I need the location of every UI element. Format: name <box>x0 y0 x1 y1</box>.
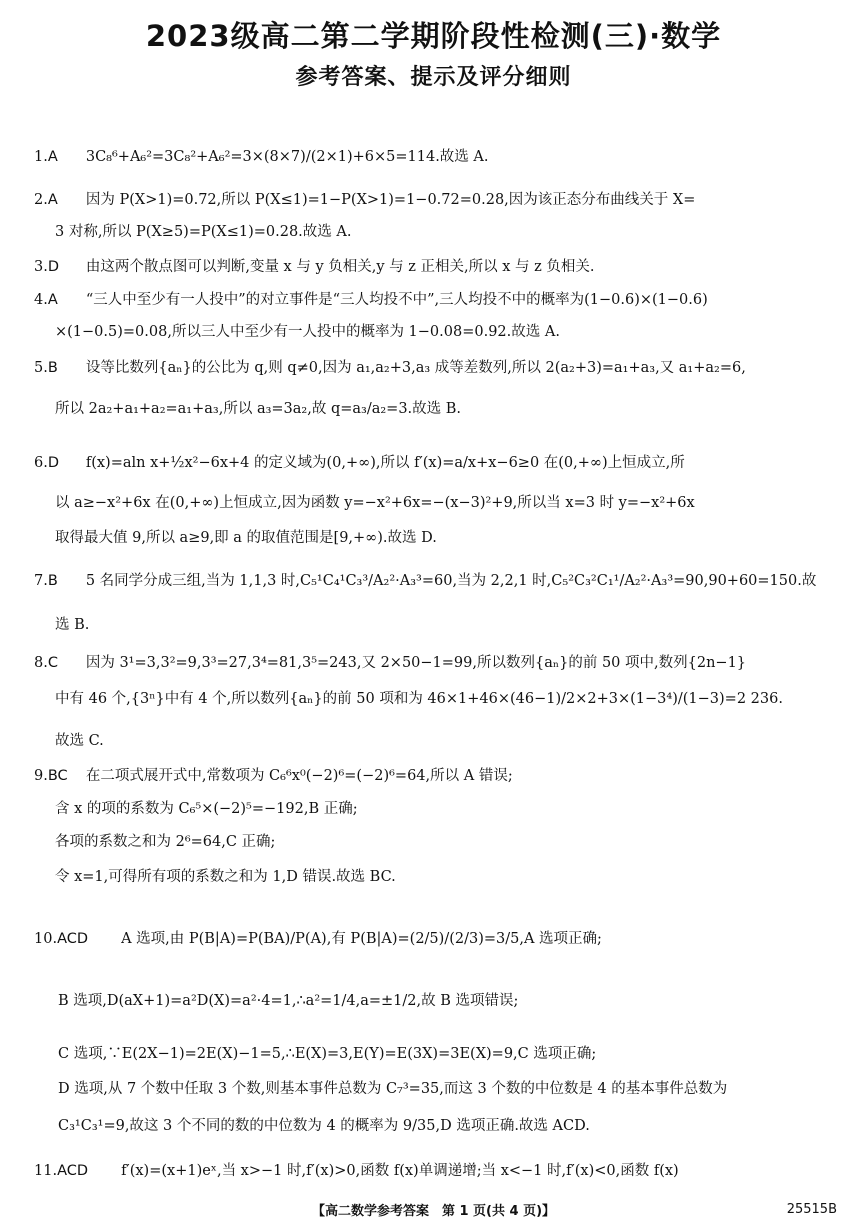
answer-choice: A <box>47 292 58 308</box>
answer-text: A 选项,由 P(B|A)=P(BA)/P(A),有 P(B|A)=(2/5)/(2/3)=3/5,A 选项正确; <box>121 931 602 947</box>
answer-line <box>55 614 835 636</box>
answer-text: “三人中至少有一人投中”的对立事件是“三人均投不中”,三人均投不中的概率为(1−0.6)×(1−0.6) <box>85 292 708 308</box>
answer-line <box>58 1078 838 1100</box>
answer-text: D 选项,从 7 个数中任取 3 个数,则基本事件总数为 C₇³=35,而这 3 个数的中位数是 4 的基本事件总数为 <box>58 1081 728 1097</box>
answer-text: 含 x 的项的系数为 C₆⁵×(−2)⁵=−192,B 正确; <box>55 801 358 817</box>
answer-choice: A <box>47 149 58 165</box>
answer-text: 所以 2a₂+a₁+a₂=a₁+a₃,所以 a₃=3a₂,故 q=a₃/a₂=3.故选 B. <box>55 401 462 417</box>
answer-item <box>34 452 835 474</box>
answer-text: f(x)=aln x+½x²−6x+4 的定义域为(0,+∞),所以 f′(x)=a/x+x−6≥0 在(0,+∞)上恒成立,所 <box>85 455 685 471</box>
answer-line <box>55 688 835 710</box>
answer-text: 取得最大值 9,所以 a≥9,即 a 的取值范围是[9,+∞).故选 D. <box>55 530 437 546</box>
answer-text: 中有 46 个,{3ⁿ}中有 4 个,所以数列{aₙ}的前 50 项和为 46×1+46×(46−1)/2×2+3×(1−3⁴)/(1−3)=2 236. <box>55 691 783 707</box>
answer-item <box>34 189 835 211</box>
answer-text: B 选项,D(aX+1)=a²D(X)=a²·4=1,∴a²=1/4,a=±1/2,故 B 选项错误; <box>58 993 519 1009</box>
answer-line <box>55 221 835 243</box>
page-title: 2023级高二第二学期阶段性检测(三)·数学 <box>145 19 722 53</box>
answer-item <box>34 357 835 379</box>
answer-line <box>58 1115 838 1137</box>
answer-choice: A <box>47 192 58 208</box>
answer-line <box>55 730 835 752</box>
answer-item <box>34 146 835 168</box>
answer-text: 因为 P(X>1)=0.72,所以 P(X≤1)=1−P(X>1)=1−0.72=0.28,因为该正态分布曲线关于 X= <box>85 192 696 208</box>
answer-line <box>55 831 835 853</box>
answer-choice: ACD <box>57 931 89 947</box>
answer-number: 2. <box>34 192 48 208</box>
answer-number: 3. <box>34 259 48 275</box>
answer-text: C 选项,∵E(2X−1)=2E(X)−1=5,∴E(X)=3,E(Y)=E(3X)=3E(X)=9,C 选项正确; <box>58 1046 597 1062</box>
answer-line <box>55 798 835 820</box>
page-subtitle: 参考答案、提示及评分细则 <box>295 65 572 90</box>
answer-text: 选 B. <box>55 617 90 633</box>
answer-choice: C <box>47 655 58 671</box>
answer-item <box>34 1160 835 1182</box>
answer-number: 5. <box>34 360 48 376</box>
answer-item <box>34 256 835 278</box>
answer-line <box>55 398 835 420</box>
answer-item <box>34 289 835 311</box>
answer-text: 设等比数列{aₙ}的公比为 q,则 q≠0,因为 a₁,a₂+3,a₃ 成等差数列,所以 2(a₂+3)=a₁+a₃,又 a₁+a₂=6, <box>85 360 746 376</box>
page-footer: 【高二数学参考答案 第 1 页(共 4 页)】 <box>311 1204 556 1219</box>
answer-item <box>34 570 835 592</box>
answer-text: ×(1−0.5)=0.08,所以三人中至少有一人投中的概率为 1−0.08=0.92.故选 A. <box>55 324 560 340</box>
answer-text: 在二项式展开式中,常数项为 C₆⁶x⁰(−2)⁶=(−2)⁶=64,所以 A 错误; <box>85 768 513 784</box>
answer-item <box>34 928 835 950</box>
answer-line <box>55 321 835 343</box>
answer-text: 5 名同学分成三组,当为 1,1,3 时,C₅¹C₄¹C₃³/A₂²·A₃³=60,当为 2,2,1 时,C₅²C₃²C₁¹/A₂²·A₃³=90,90+60=150.故 <box>85 573 817 589</box>
answer-text: 故选 C. <box>55 733 104 749</box>
answer-text: 3 对称,所以 P(X≥5)=P(X≤1)=0.28.故选 A. <box>55 224 352 240</box>
answer-choice: BC <box>47 768 68 784</box>
answer-number: 10. <box>34 931 58 947</box>
answer-line <box>58 990 838 1012</box>
answer-item <box>34 652 835 674</box>
answer-choice: B <box>47 360 58 376</box>
answer-text: 以 a≥−x²+6x 在(0,+∞)上恒成立,因为函数 y=−x²+6x=−(x−3)²+9,所以当 x=3 时 y=−x²+6x <box>55 495 695 511</box>
answer-line <box>55 866 835 888</box>
answer-text: 各项的系数之和为 2⁶=64,C 正确; <box>55 834 276 850</box>
answer-item <box>34 765 835 787</box>
answer-text: C₃¹C₃¹=9,故这 3 个不同的数的中位数为 4 的概率为 9/35,D 选项正确.故选 ACD. <box>58 1118 590 1134</box>
answer-number: 11. <box>34 1163 58 1179</box>
document-code: 25515B <box>786 1202 837 1217</box>
answer-choice: ACD <box>57 1163 89 1179</box>
answer-choice: B <box>47 573 58 589</box>
answer-number: 4. <box>34 292 48 308</box>
answer-text: f′(x)=(x+1)eˣ,当 x>−1 时,f′(x)>0,函数 f(x)单调递增;当 x<−1 时,f′(x)<0,函数 f(x) <box>121 1163 679 1179</box>
answer-text: 3C₈⁶+A₆²=3C₈²+A₆²=3×(8×7)/(2×1)+6×5=114.故选 A. <box>85 149 489 165</box>
answer-text: 由这两个散点图可以判断,变量 x 与 y 负相关,y 与 z 正相关,所以 x 与 z 负相关. <box>85 259 595 275</box>
answer-text: 因为 3¹=3,3²=9,3³=27,3⁴=81,3⁵=243,又 2×50−1=99,所以数列{aₙ}的前 50 项中,数列{2n−1} <box>85 655 747 671</box>
answer-text: 令 x=1,可得所有项的系数之和为 1,D 错误.故选 BC. <box>55 869 396 885</box>
answer-choice: D <box>47 455 60 471</box>
answer-number: 6. <box>34 455 48 471</box>
answer-line <box>55 492 835 514</box>
answer-number: 7. <box>34 573 48 589</box>
answer-number: 8. <box>34 655 48 671</box>
answer-line <box>55 527 835 549</box>
answer-number: 9. <box>34 768 48 784</box>
answer-number: 1. <box>34 149 48 165</box>
answer-choice: D <box>47 259 60 275</box>
answer-line <box>58 1043 838 1065</box>
